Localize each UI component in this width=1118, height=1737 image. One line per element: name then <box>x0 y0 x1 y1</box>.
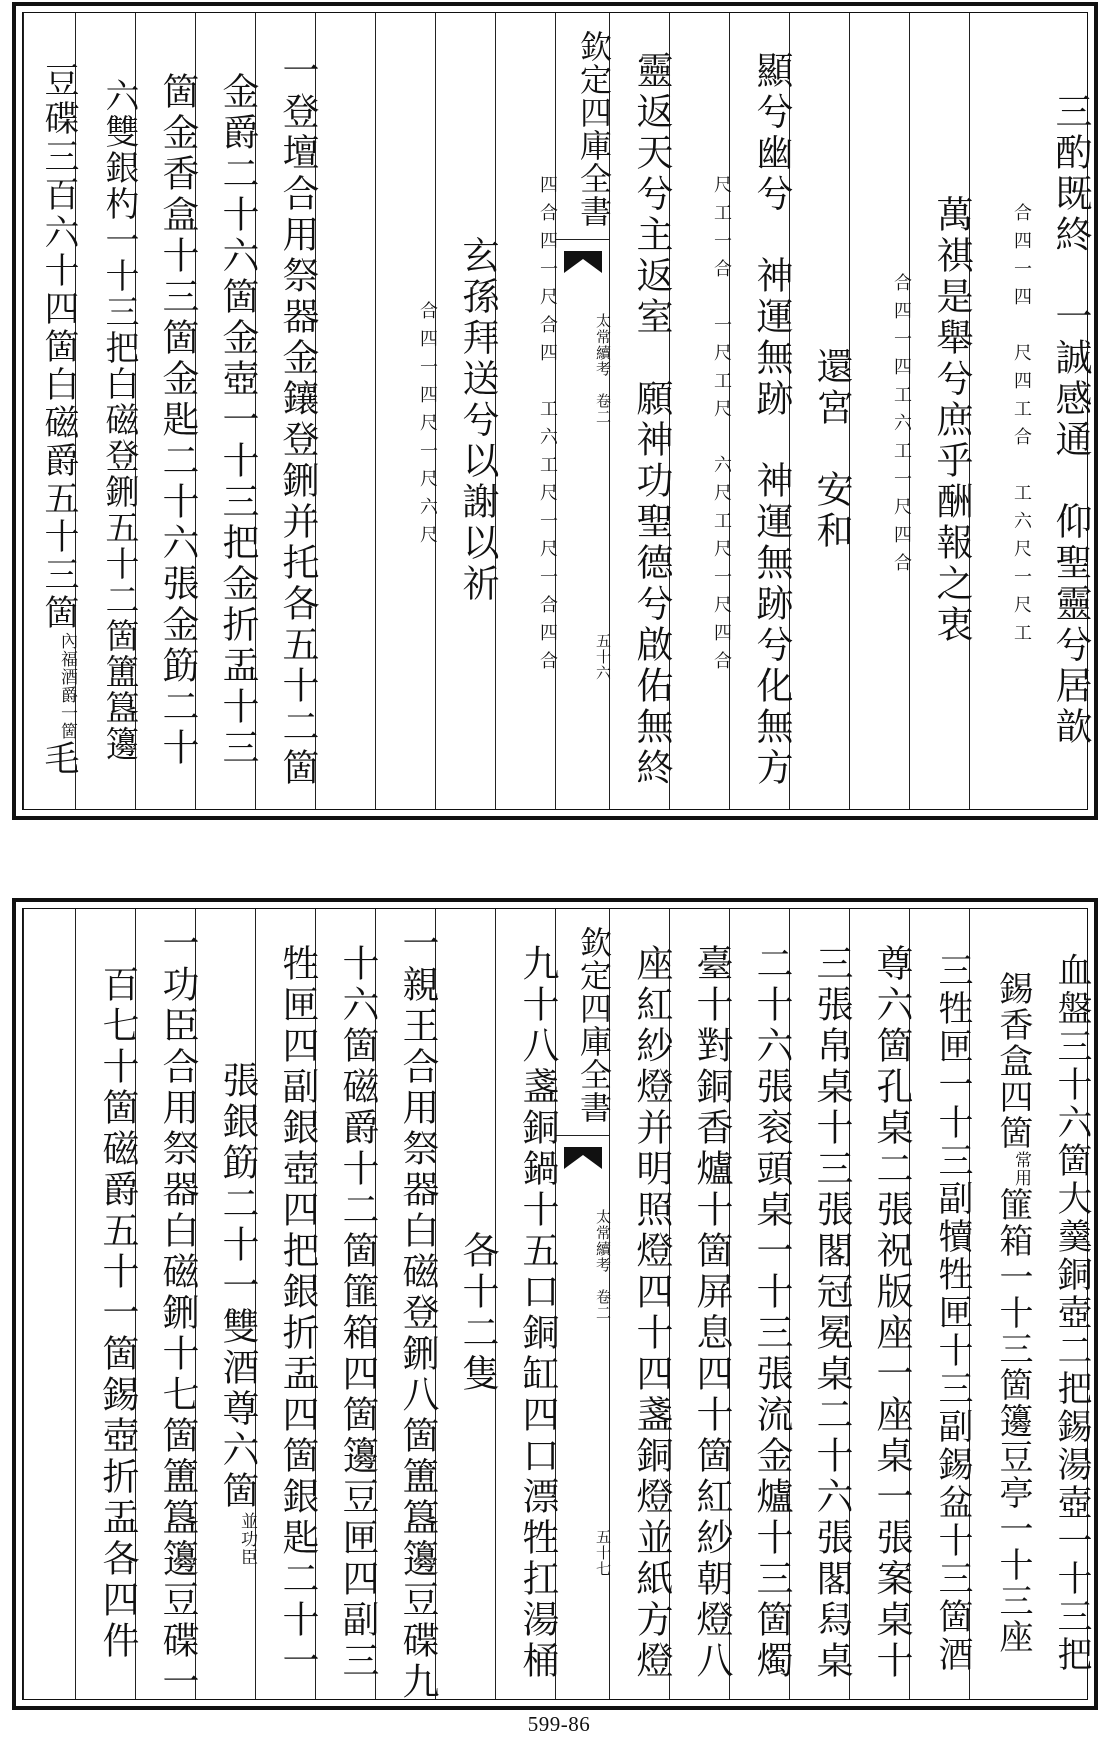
text-column <box>669 909 733 1699</box>
column-text: 合四一四 尺四工合 工六尺一尺工 <box>1011 203 1032 651</box>
column-text-tail: 毛 <box>39 740 79 778</box>
text-column <box>609 909 673 1699</box>
notation-column <box>375 13 436 809</box>
text-column <box>75 13 139 809</box>
text-column <box>1029 909 1092 1699</box>
column-text: 臺十對銅香爐十箇屏息四十箇紅紗朝燈八 <box>690 944 733 1682</box>
column-text: 四合四一尺合四 工六工尺一尺一合四合 <box>537 175 558 679</box>
column-text: 九十八盞銅鍋十五口銅缸四口漂牲扛湯桶 <box>516 944 559 1682</box>
text-column <box>375 909 439 1703</box>
text-column <box>495 909 559 1699</box>
column-text: 六雙銀杓一十三把白磁登鉶五十二箇簠簋籩 <box>99 78 139 762</box>
column-text: 豆碟三百六十四箇白磁爵五十三箇 <box>39 62 79 632</box>
column-text: 三酌既終 一誠感通 仰聖靈兮居歆 <box>1049 92 1092 748</box>
center-fold <box>555 13 613 809</box>
column-text: 一登壇合用祭器金鑲登鉶并托各五十二箇 <box>276 51 319 789</box>
column-text: 座紅紗燈并明照燈四十四盞銅燈並紙方燈 <box>630 944 673 1682</box>
column-text: 玄孫拜送兮以謝以祈 <box>456 235 499 605</box>
blank-column <box>23 909 76 1699</box>
text-column <box>789 909 853 1699</box>
column-text: 二十六張衮頭桌一十三張流金爐十三箇燭 <box>750 944 793 1682</box>
fishtail-mark <box>564 251 602 273</box>
text-column <box>849 909 913 1699</box>
column-text: 靈返天兮主返室 願神功聖德兮啟佑無終 <box>630 51 673 789</box>
column-text: 十六箇磁爵十二箇篚箱四箇籩豆匣四副三 <box>336 944 379 1682</box>
text-column <box>75 909 139 1699</box>
column-text: 尊六箇孔桌二張祝版座一座桌一張案桌十 <box>870 944 913 1682</box>
column-text: 金爵二十六箇金壺一十三把金折盂十三 <box>216 71 259 769</box>
column-text: 百七十箇磁爵五十一箇錫壺折盂各四件 <box>96 964 139 1662</box>
book-title: 欽定四庫全書 <box>556 915 610 1136</box>
text-column <box>135 13 199 809</box>
notation-column <box>969 13 1030 809</box>
notation-column <box>669 13 730 809</box>
text-column <box>969 909 1033 1699</box>
inline-annotation: 並功臣 <box>237 1511 257 1566</box>
notation-column <box>495 13 556 809</box>
column-text: 一親王合用祭器白磁登鉶八箇簠簋籩豆碟九 <box>396 923 439 1703</box>
blank-column <box>315 13 376 809</box>
folio-number: 五十七 <box>594 1529 612 1577</box>
text-column <box>729 909 793 1699</box>
text-column <box>789 13 853 809</box>
inline-annotation: 常用 <box>1011 1151 1031 1187</box>
text-column <box>909 13 973 809</box>
text-column <box>195 13 259 809</box>
column-text: 一功臣合用祭器白磁鉶十七箇簠簋籩豆碟一 <box>156 923 199 1703</box>
column-text: 錫香盒四箇 <box>993 971 1033 1151</box>
book-title: 欽定四庫全書 <box>556 19 610 240</box>
notation-column <box>849 13 910 809</box>
text-column <box>255 13 319 809</box>
column-text: 合四一四工六工一尺四合 <box>891 273 912 581</box>
column-text: 張銀筯二十一雙酒尊六箇 <box>216 1060 259 1512</box>
top-leaf <box>12 2 1098 820</box>
text-column <box>609 13 673 809</box>
column-text: 三牲匣一十三副犢牲匣十三副錫盆十三箇酒 <box>933 952 973 1674</box>
bottom-leaf <box>12 898 1098 1710</box>
folio-number: 五十六 <box>594 633 612 681</box>
text-column <box>255 909 319 1699</box>
center-fold <box>555 909 613 1699</box>
column-text: 各十二隻 <box>456 1231 499 1395</box>
column-text: 顯兮幽兮 神運無跡 神運無跡兮化無方 <box>750 51 793 789</box>
column-text: 牲匣四副銀壺四把銀折盂四箇銀匙二十一 <box>276 944 319 1682</box>
section-heading: 還宮 安和 <box>810 346 853 552</box>
text-column <box>1029 13 1092 809</box>
volume-label: 太常續考 卷二 <box>594 1209 612 1321</box>
column-text-tail: 篚箱一十三箇籩豆亭一十三座 <box>993 1187 1033 1655</box>
text-column <box>23 13 79 809</box>
text-column <box>729 13 793 809</box>
fishtail-mark <box>564 1147 602 1169</box>
column-text: 血盤三十六箇大羹銅壺二把錫湯壺一十三把 <box>1052 952 1092 1674</box>
column-text <box>316 55 376 785</box>
volume-label: 太常續考 卷二 <box>594 313 612 425</box>
page-number: 599-86 <box>527 1712 591 1736</box>
column-text: 尺工一合 一尺工尺 六尺工尺一尺四合 <box>711 175 732 679</box>
text-column <box>135 909 199 1703</box>
text-column <box>909 909 973 1699</box>
text-column <box>435 13 499 809</box>
inline-annotation: 內福酒爵一箇 <box>57 632 77 740</box>
text-column <box>195 909 259 1699</box>
column-text: 三張帛桌十三張閣冠冕桌二十六張閣舄桌 <box>810 944 853 1682</box>
column-text: 萬祺是舉兮庶乎酬報之衷 <box>930 194 973 646</box>
text-column <box>315 909 379 1699</box>
column-text: 箇金香盒十三箇金匙二十六張金筯二十 <box>156 71 199 769</box>
text-column <box>435 909 499 1699</box>
top-leaf-frame <box>22 12 1092 810</box>
column-text: 合四一四尺一尺六尺 <box>417 301 438 553</box>
bottom-leaf-frame <box>22 908 1092 1703</box>
